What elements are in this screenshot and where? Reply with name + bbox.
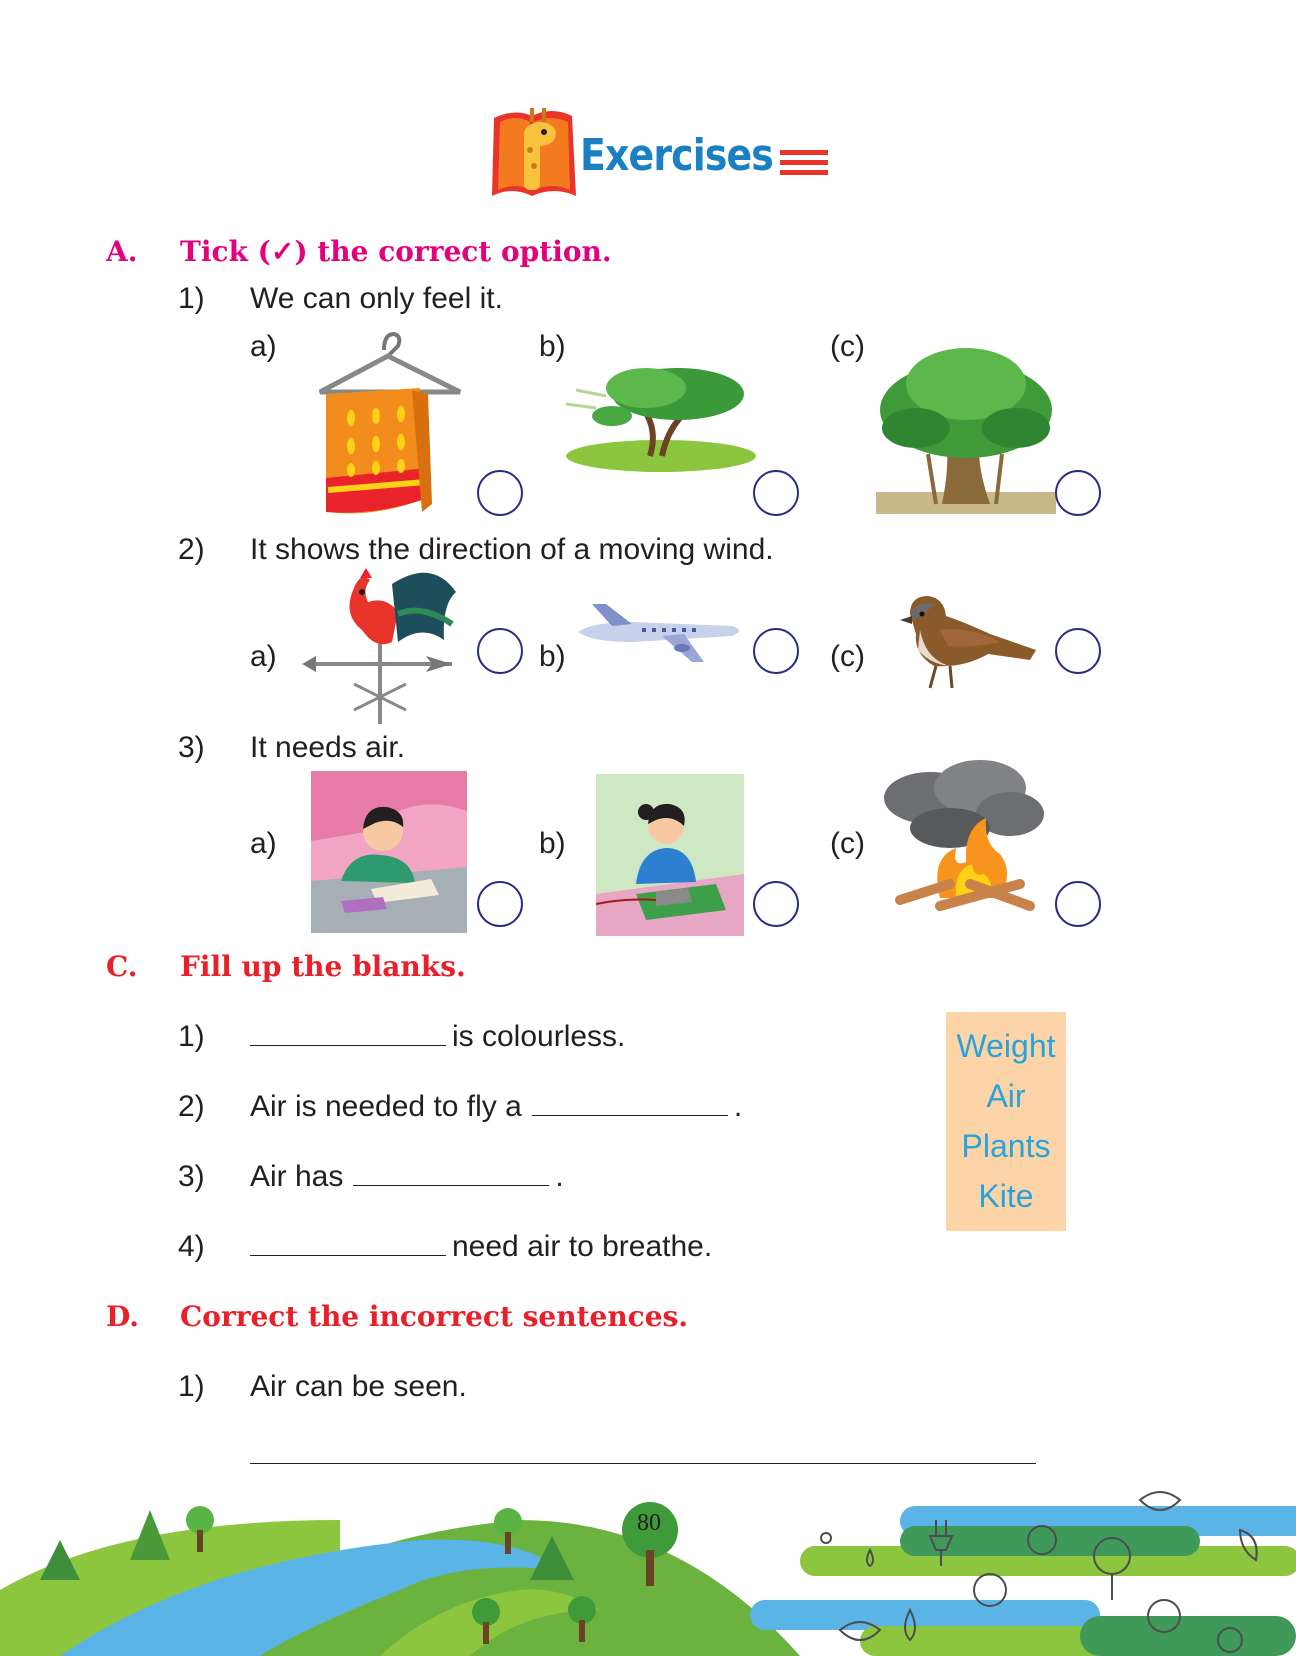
giraffe-book-icon [486, 100, 580, 210]
blank-4-number: 4) [178, 1230, 205, 1263]
question-1-text: We can only feel it. [250, 282, 503, 315]
blank-3-number: 3) [178, 1160, 205, 1193]
blank-1-line[interactable] [250, 1021, 446, 1046]
section-d-instruction: Correct the incorrect sentences. [180, 1300, 689, 1333]
q2-option-b-checkbox[interactable] [753, 628, 799, 674]
girl-ironing-image [596, 774, 744, 936]
q2-option-c-checkbox[interactable] [1055, 628, 1101, 674]
title-stripes-decoration [780, 150, 828, 176]
word-bank-item: Weight [956, 1028, 1056, 1064]
exercises-header [486, 100, 826, 210]
word-bank-item: Kite [978, 1178, 1034, 1214]
blank-1-sentence [250, 1020, 625, 1054]
section-d-letter: D. [106, 1300, 140, 1333]
q3-option-c-checkbox[interactable] [1055, 881, 1101, 927]
blank-3-sentence [250, 1160, 564, 1194]
fire-smoke-image [880, 758, 1046, 914]
blank-4-after: need air to breathe. [452, 1230, 713, 1263]
question-3-number: 3) [178, 731, 205, 764]
answer-line[interactable] [250, 1463, 1036, 1464]
q3-option-a-label: a) [250, 827, 277, 860]
blank-3-after: . [555, 1160, 564, 1193]
q2-option-a-checkbox[interactable] [477, 628, 523, 674]
blank-4-line[interactable] [250, 1231, 446, 1256]
landscape-decoration [0, 1480, 800, 1656]
word-bank-item: Plants [961, 1128, 1051, 1164]
word-bank-box [946, 1012, 1066, 1231]
boy-reading-image [311, 771, 467, 933]
blank-2-number: 2) [178, 1090, 205, 1123]
still-tree-image [876, 344, 1056, 520]
correct-1-number: 1) [178, 1370, 205, 1403]
section-a-instruction: Tick (✓) the correct option. [180, 235, 612, 268]
blank-4-sentence [250, 1230, 712, 1264]
blank-3-line[interactable] [353, 1161, 549, 1186]
question-2-text: It shows the direction of a moving wind. [250, 533, 774, 566]
q3-option-c-label: (c) [830, 827, 865, 860]
sparrow-image [890, 590, 1040, 696]
windblown-tree-image [566, 360, 756, 472]
airplane-image [572, 604, 748, 668]
q2-option-a-label: a) [250, 640, 277, 673]
page-title: Exercises [580, 130, 773, 181]
eco-stripes-decoration [740, 1490, 1296, 1656]
q1-option-b-label: b) [539, 330, 566, 363]
question-3-text: It needs air. [250, 731, 406, 764]
blank-1-after: is colourless. [452, 1020, 626, 1053]
section-c-letter: C. [106, 950, 138, 983]
section-c-instruction: Fill up the blanks. [180, 950, 466, 983]
q1-option-c-checkbox[interactable] [1055, 470, 1101, 516]
q3-option-a-checkbox[interactable] [477, 881, 523, 927]
blank-3-before: Air has [250, 1160, 344, 1193]
q1-option-b-checkbox[interactable] [753, 470, 799, 516]
blank-1-number: 1) [178, 1020, 205, 1053]
q3-option-b-checkbox[interactable] [753, 881, 799, 927]
q2-option-c-label: (c) [830, 640, 865, 673]
page-number: 80 [637, 1510, 661, 1536]
q1-option-c-label: (c) [830, 330, 865, 363]
correct-1-text: Air can be seen. [250, 1370, 467, 1403]
weather-vane-image [302, 564, 462, 726]
blank-2-after: . [733, 1090, 743, 1123]
blank-2-before: Air is needed to fly a [250, 1090, 522, 1123]
word-bank-item: Air [986, 1078, 1026, 1114]
hanger-towel-image [316, 328, 466, 524]
q3-option-b-label: b) [539, 827, 566, 860]
question-2-number: 2) [178, 533, 205, 566]
q1-option-a-label: a) [250, 330, 277, 363]
blank-2-line[interactable] [532, 1091, 728, 1116]
q1-option-a-checkbox[interactable] [477, 470, 523, 516]
q2-option-b-label: b) [539, 640, 566, 673]
blank-2-sentence [250, 1090, 742, 1124]
section-a-letter: A. [106, 235, 138, 268]
question-1-number: 1) [178, 282, 205, 315]
